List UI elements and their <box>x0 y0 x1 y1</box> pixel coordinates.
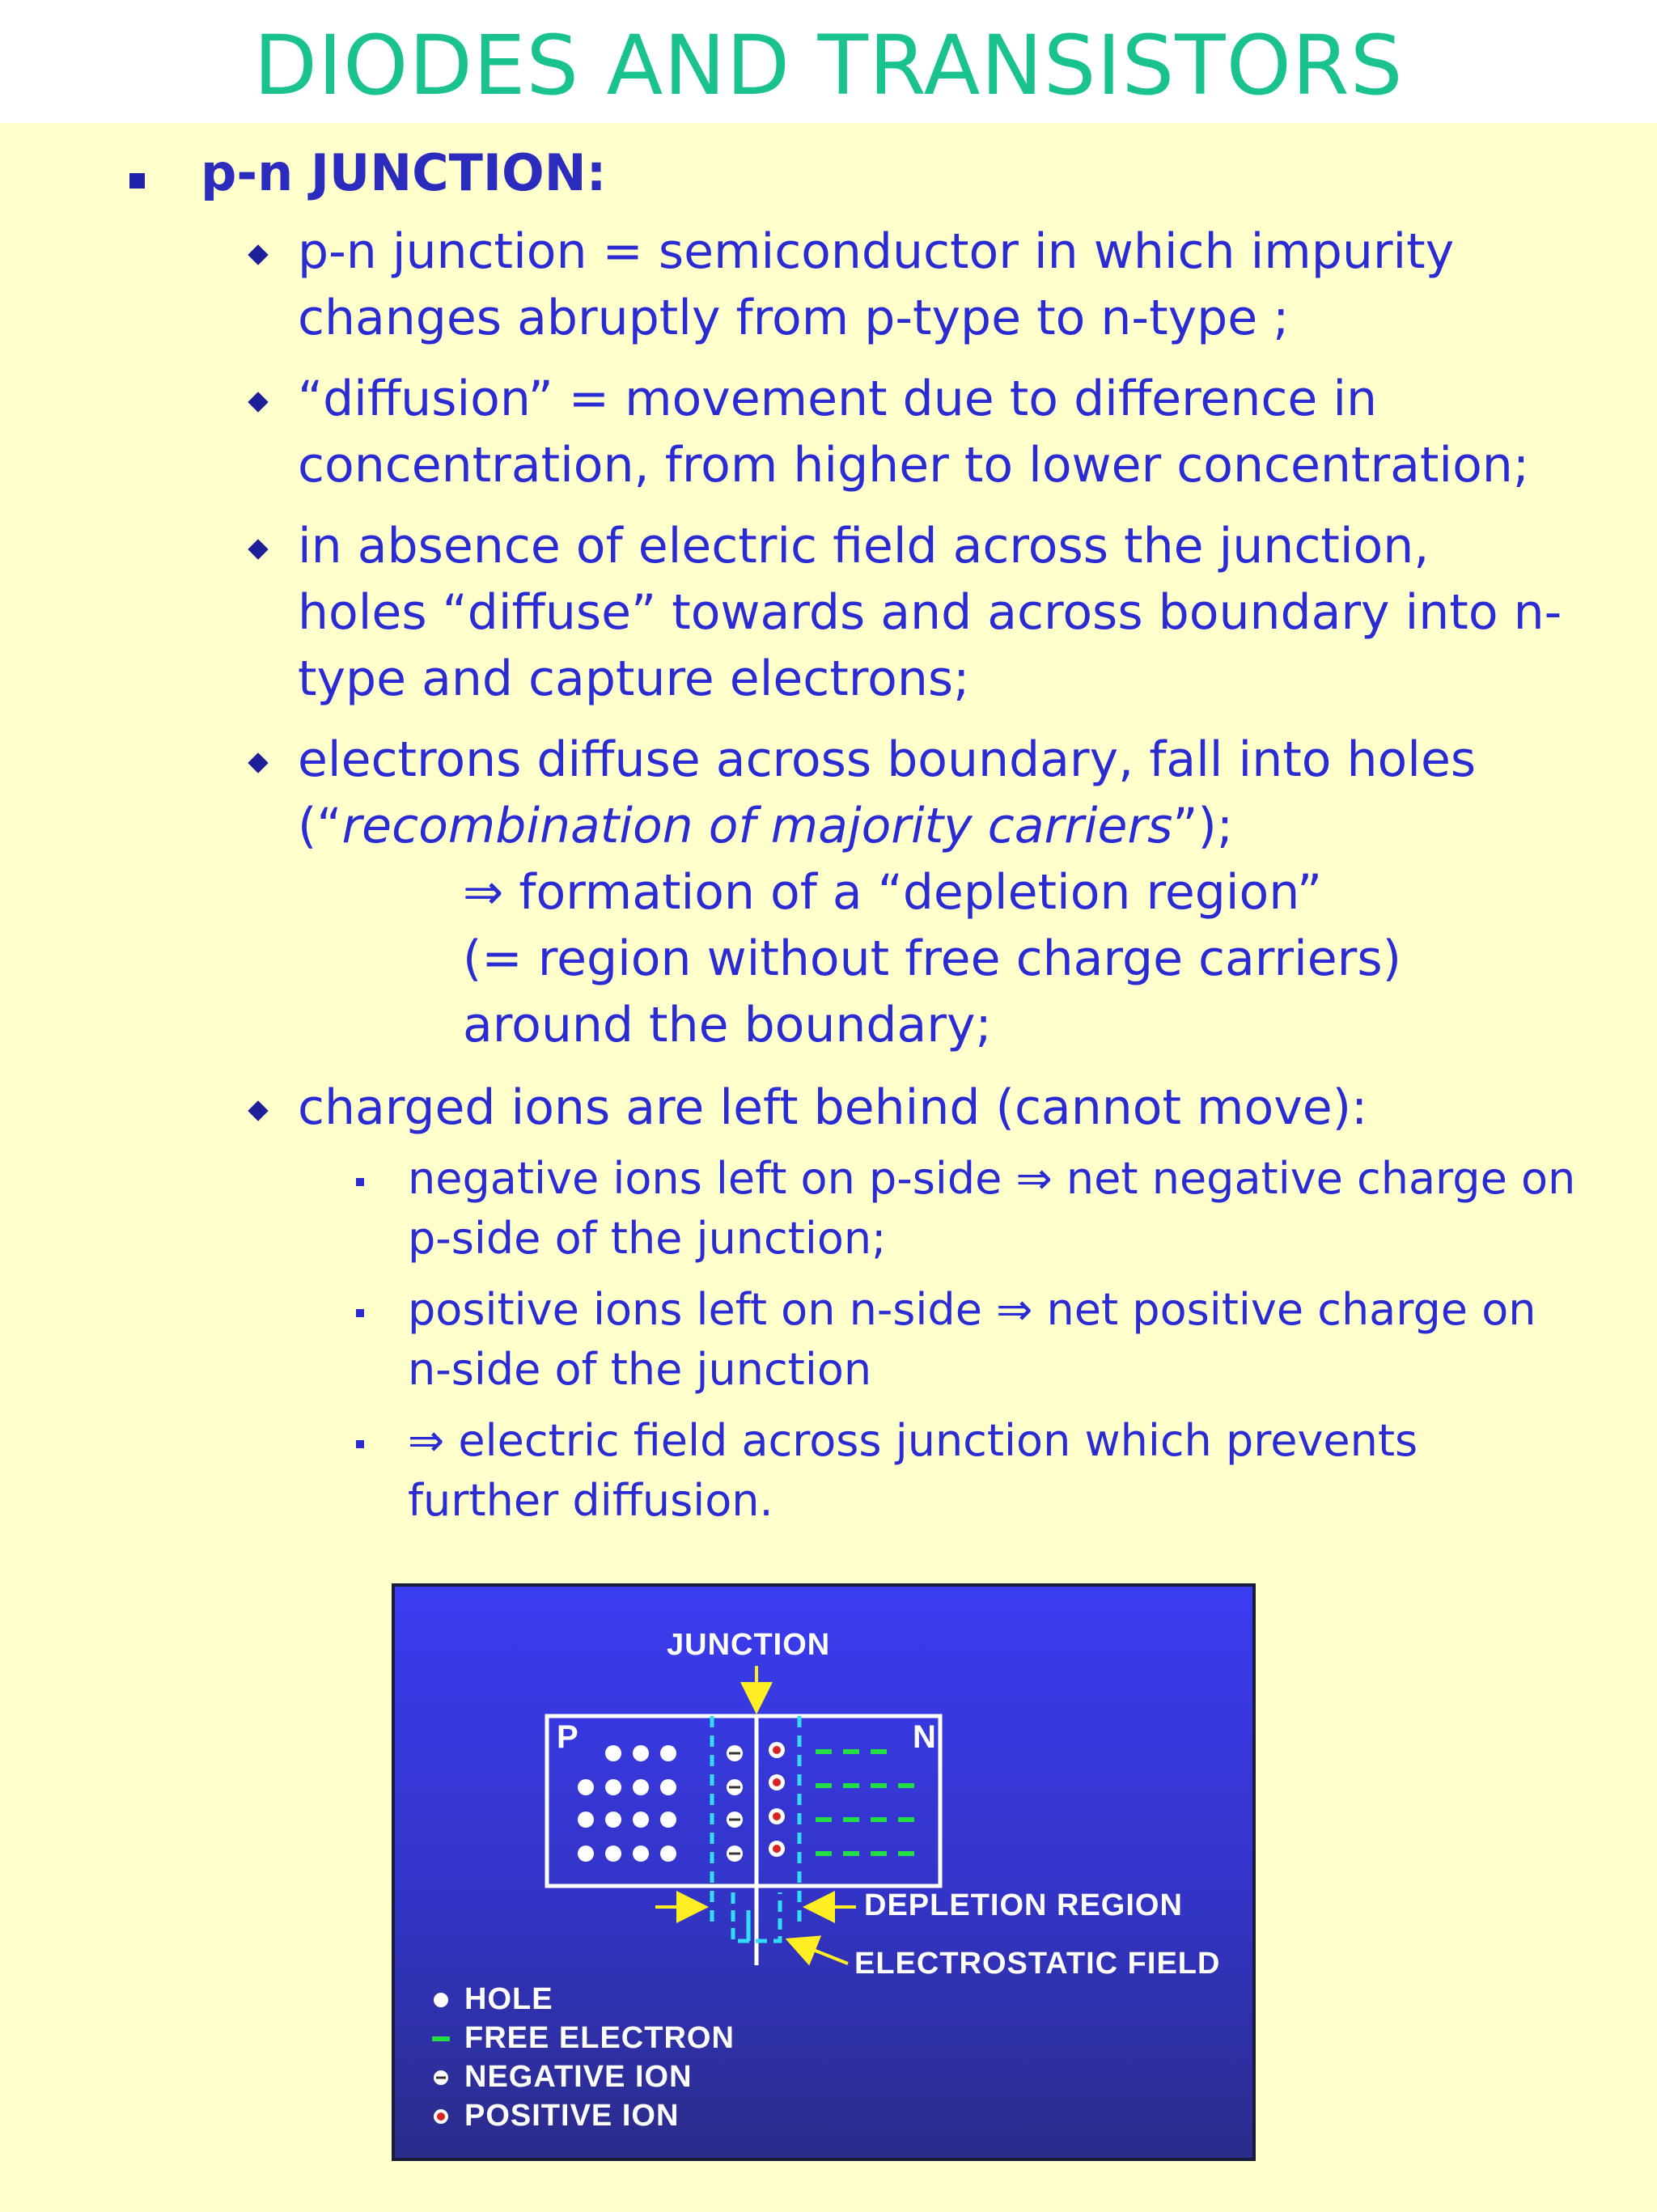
hole-icon <box>578 1812 594 1828</box>
item-line: electrons diffuse across boundary, fall into holes <box>298 731 1477 788</box>
sub-list-item <box>408 1280 1654 1400</box>
field-arrow <box>791 1941 848 1964</box>
hole-icon <box>605 1779 621 1795</box>
sub-item-line: ⇒ electric field across junction which prevents <box>408 1415 1418 1466</box>
item-line: charged ions are left behind (cannot move): <box>298 1079 1368 1136</box>
semiconductor-block <box>547 1716 940 1886</box>
list-item <box>298 218 1641 351</box>
hole-icon <box>432 1991 450 2009</box>
free-electrons <box>816 1752 914 1854</box>
hole-icon <box>605 1745 621 1761</box>
sub-item-line: negative ions left on p-side ⇒ net negative charge on <box>408 1153 1576 1204</box>
italic-term: recombination of majority carriers <box>341 798 1173 854</box>
item-line: “diffusion” = movement due to difference in <box>298 371 1378 427</box>
diamond-bullet-icon <box>248 1100 268 1121</box>
negative-ion-icon <box>432 2069 450 2087</box>
hole-icon <box>633 1779 649 1795</box>
hole-icon <box>578 1779 594 1795</box>
hole-icon <box>633 1745 649 1761</box>
hole-icon <box>633 1845 649 1862</box>
square-bullet-icon <box>129 173 145 189</box>
electrostatic-field-label: ELECTROSTATIC FIELD <box>854 1947 1221 1981</box>
sub-item-line: positive ions left on n-side ⇒ net positive charge on <box>408 1284 1536 1335</box>
sub-list-item <box>408 1411 1654 1531</box>
positive-ion-icon <box>432 2108 450 2125</box>
sub-item-line: p-side of the junction; <box>408 1213 887 1264</box>
item-line: around the boundary; <box>463 997 992 1053</box>
hole-icon <box>605 1812 621 1828</box>
item-line: p-n junction = semiconductor in which impurity <box>298 223 1455 280</box>
item-line: (= region without free charge carriers) <box>463 930 1402 987</box>
item-line: type and capture electrons; <box>298 650 970 707</box>
hole-icon <box>578 1845 594 1862</box>
small-square-bullet-icon <box>356 1178 364 1186</box>
list-item <box>298 513 1641 712</box>
page-title: DIODES AND TRANSISTORS <box>253 18 1404 114</box>
small-square-bullet-icon <box>356 1309 364 1317</box>
item-line <box>298 793 1641 859</box>
item-line: holes “diffuse” towards and across boundary into n- <box>298 584 1562 641</box>
small-square-bullet-icon <box>356 1440 364 1448</box>
hole-icon <box>660 1812 676 1828</box>
hole-icon <box>605 1845 621 1862</box>
item-line: changes abruptly from p-type to n-type ; <box>298 290 1290 346</box>
sub-item-line: n-side of the junction <box>408 1344 872 1395</box>
p-region-label: P <box>557 1719 579 1755</box>
positive-ion-core <box>773 1746 781 1754</box>
sub-list-item <box>408 1149 1654 1269</box>
junction-label: JUNCTION <box>667 1628 831 1662</box>
item-line: concentration, from higher to lower concentration; <box>298 437 1530 494</box>
diamond-bullet-icon <box>248 539 268 559</box>
section-heading-text: p-n JUNCTION: <box>201 143 607 202</box>
item-line: ⇒ formation of a “depletion region” <box>463 864 1323 921</box>
hole-icon <box>660 1779 676 1795</box>
hole-icon <box>660 1845 676 1862</box>
hole-icon <box>633 1812 649 1828</box>
title-band <box>0 0 1657 123</box>
list-item <box>298 1074 1641 1141</box>
depletion-region-label: DEPLETION REGION <box>864 1888 1183 1922</box>
diamond-bullet-icon <box>248 752 268 773</box>
positive-ion-core <box>773 1812 781 1820</box>
item-text: ”); <box>1172 798 1234 854</box>
n-region-label: N <box>913 1719 937 1755</box>
legend-label: HOLE <box>464 1982 553 2016</box>
list-item <box>298 727 1641 1058</box>
negative-ions <box>727 1745 743 1862</box>
positive-ions <box>769 1742 785 1857</box>
legend-label: POSITIVE ION <box>464 2099 680 2133</box>
list-item <box>298 366 1641 498</box>
legend-label: NEGATIVE ION <box>464 2060 693 2094</box>
diamond-bullet-icon <box>248 392 268 412</box>
free-electron-icon <box>432 2030 450 2048</box>
holes-grid <box>578 1745 676 1862</box>
positive-ion-core <box>773 1778 781 1786</box>
positive-ion-core <box>773 1845 781 1853</box>
item-text: (“ <box>298 798 342 854</box>
pn-junction-diagram <box>392 1583 1256 2161</box>
diamond-bullet-icon <box>248 244 268 265</box>
hole-icon <box>660 1745 676 1761</box>
item-line: in absence of electric field across the junction, <box>298 518 1430 574</box>
sub-item-line: further diffusion. <box>408 1475 773 1526</box>
legend-label: FREE ELECTRON <box>464 2021 735 2055</box>
